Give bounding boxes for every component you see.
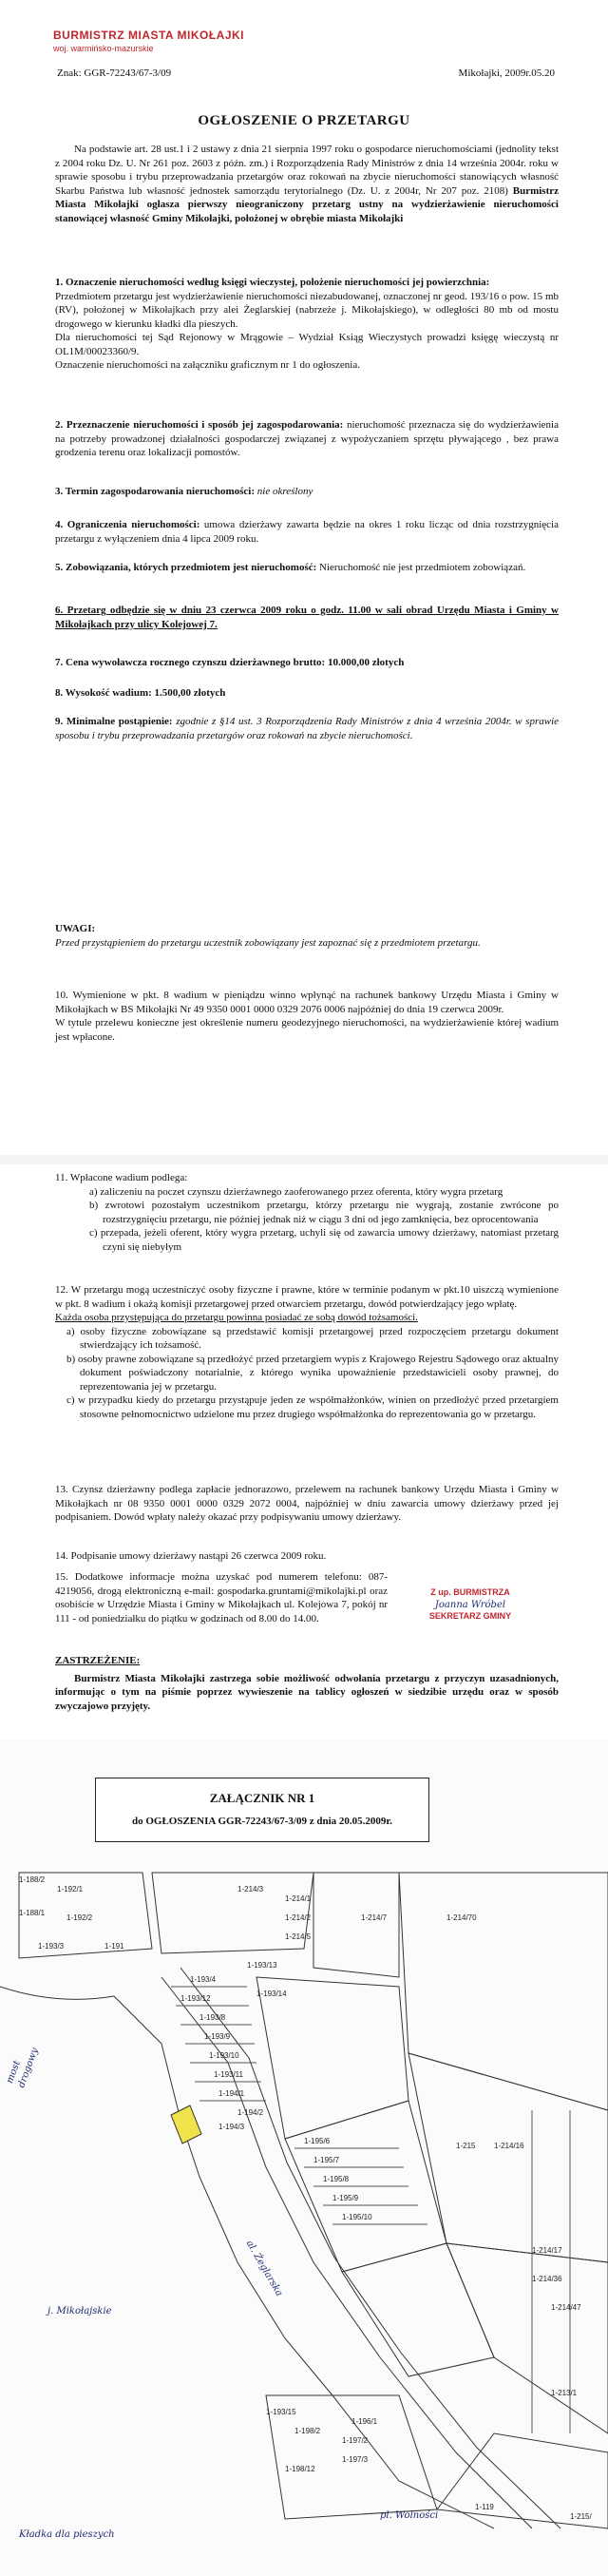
section-8: 8. Wysokość wadium: 1.500,00 złotych (55, 687, 226, 699)
section-7: 7. Cena wywoławcza rocznego czynszu dzierżawnego brutto: 10.000,00 złotych (55, 657, 405, 668)
parcel-block-c (314, 1873, 399, 1977)
section-4 (55, 518, 559, 546)
parcel-label: 1-193/3 (38, 1942, 65, 1951)
section-2 (55, 418, 559, 460)
section-1-line-2: Dla nieruchomości tej Sąd Rejonowy w Mrągowie – Wydział Ksiąg Wieczystych prowadzi księgę wieczystą nr OL1M/00023360/9. (55, 332, 559, 357)
parcel-label: 1-195/8 (323, 2175, 350, 2183)
parcel-label: 1-214/3 (238, 1885, 264, 1894)
section-1-title: 1. Oznaczenie nieruchomości według księgi wieczystej, położenie nieruchomości jej powierzchnia: (55, 277, 490, 288)
parcel-label: 1-119 (475, 2503, 494, 2511)
paragraph-10-text: 10. Wymienione w pkt. 8 wadium w pieniądzu winno wpłynąć na rachunek bankowy Urzędu Miasta i Gminy w Mikołajkach w BS Mikołajki Nr 49 9350 0001 0000 0329 2076 0006 najpóźniej do dnia 19 czerwca 2009r. (55, 990, 559, 1015)
parcel-map (0, 1863, 608, 2547)
paragraph-12-a: a) osoby fizyczne zobowiązane są przedstawić komisji przetargowej przed rozpoczęciem przetargu dokument stwierdzający ich tożsamość. (66, 1325, 559, 1352)
handwritten-street: al. Żeglarska (243, 2239, 285, 2298)
paragraph-11-b: b) zwrotowi pozostałym uczestnikom przetargu, którzy przetargu nie wygrają, zostanie zwrócone po rozstrzygnięciu przetargu, nie później jednak niż w ciągu 3 dni od jego zamknięcia, bez oprocentowania (89, 1200, 559, 1225)
subparcel-lines (171, 1987, 266, 2101)
section-9 (55, 715, 559, 742)
parcel-label: 1-214/16 (494, 2142, 524, 2150)
paragraph-11-a: a) zaliczeniu na poczet czynszu dzierżawnego zaoferowanego przez oferenta, który wygra przetarg (89, 1185, 504, 1198)
parcel-label: 1-191 (104, 1942, 124, 1951)
parcel-label: 1-194/3 (218, 2123, 245, 2131)
section-2-text: nieruchomość przeznacza się do wydzierżawienia na potrzeby prowadzonej działalności gospodarczej związanej z wypożyczaniem sprzętu pływającego , bez prawa grodzenia terenu oraz lokalizacji pomostów. (55, 419, 559, 459)
parcel-label: 1-193/15 (266, 2408, 296, 2416)
section-1-line-1: Przedmiotem przetargu jest wydzierżawienie nieruchomości niezabudowanej, oznaczonej nr geod. 193/16 o pow. 15 mb (RV), położonej w Mikołajkach przy alei Żeglarskiej (nabrzeże j. Mikołajskiego), w odległości 80 mb od mostu drogowego w kierunku kładki dla pieszych. (55, 290, 559, 330)
signature-name: Joanna Wróbel (434, 1599, 506, 1610)
highlighted-parcel (171, 2105, 201, 2143)
road-edge-1 (162, 1977, 532, 2528)
paragraph-12-b: b) osoby prawne zobowiązane są przedłożyć przed przetargiem wypis z Krajowego Rejestru Sądowego oraz aktualny dokument poświadczony notarialnie, z którego wynika upoważnienie przedstawicieli osoby prawnej, do reprezentowania jej w przetargu. (66, 1353, 559, 1393)
parcel-label: 1-195/7 (314, 2156, 340, 2164)
paragraph-12-text: 12. W przetargu mogą uczestniczyć osoby fizyczne i prawne, które w terminie podanym w pkt.10 uiszczą wymienione w pkt. 8 wadium i okażą komisji przetargowej przed otwarciem przetargu, dowód potwierdzający jego wpłatę. (55, 1284, 559, 1310)
parcel-label: 1-192/2 (66, 1913, 93, 1922)
uwagi-block (55, 922, 559, 950)
parcel-label: 1-195/9 (332, 2194, 359, 2202)
section-1 (55, 276, 559, 373)
stamp-line-2: woj. warmińsko-mazurskie (53, 43, 154, 53)
section-4-title: 4. Ograniczenia nieruchomości: (55, 519, 200, 530)
parcel-label: 1-194/2 (238, 2108, 264, 2117)
parcel-block-d (399, 1873, 608, 2110)
paragraph-11 (55, 1171, 559, 1254)
parcel-block-g (408, 2053, 608, 2262)
parcel-label: 1-198/12 (285, 2465, 315, 2473)
paragraph-10 (55, 989, 559, 1044)
section-3-title: 3. Termin zagospodarowania nieruchomości: (55, 486, 256, 497)
parcel-label: 1-188/2 (19, 1875, 46, 1884)
parcel-label: 1-214/1 (285, 1894, 312, 1903)
zastrzezenie-text: Burmistrz Miasta Mikołajki zastrzega sobie możliwość odwołania przetargu z przyczyn uzasadnionych, informując o tym na piśmie poprzez wywieszenie na tablicy ogłoszeń w siedzibie urzędu oraz w sposób zwyczajowo przyjęty. (55, 1672, 559, 1712)
parcel-label: 1-215 (456, 2142, 476, 2150)
section-2-title: 2. Przeznaczenie nieruchomości i sposób jej zagospodarowania: (55, 419, 344, 431)
document-reference: Znak: GGR-72243/67-3/09 (57, 67, 172, 79)
parcel-label: 1-195/6 (304, 2137, 331, 2145)
paragraph-12-underlined: Każda osoba przystępująca do przetargu powinna posiadać ze sobą dowód tożsamości. (55, 1312, 418, 1324)
parcel-label: 1-193/9 (204, 2032, 231, 2041)
intro-text: Na podstawie art. 28 ust.1 i 2 ustawy z dnia 21 sierpnia 1997 roku o gospodarce nieruchomościami (jednolity tekst z 2004 roku Dz. U. Nr 261 poz. 2603 z późn. zm.) i Rozporządzenia Rady Ministrów z dnia 14 września 2004r. roku w sprawie sposobu i trybu przeprowadzania przetargów oraz rokowań na zbycie nieruchomości stanowiących własność Skarbu Państwa lub własność jednostek samorządu terytorialnego (Dz. U. z 2004r, Nr 207 poz. 2108) (55, 144, 559, 197)
signature-stamp-line-3: SEKRETARZ GMINY (428, 1611, 512, 1622)
parcel-label: 1-197/2 (342, 2436, 369, 2445)
annex-subtitle: do OGŁOSZENIA GGR-72243/67-3/09 z dnia 20.05.2009r. (131, 1816, 393, 1827)
zastrzezenie-block (55, 1654, 559, 1713)
signature-stamp-line-1: Z up. BURMISTRZA (430, 1587, 510, 1597)
parcel-label: 1-213/1 (551, 2389, 578, 2397)
paragraph-14: 14. Podpisanie umowy dzierżawy nastąpi 26 czerwca 2009 roku. (55, 1550, 327, 1562)
intro-bold-text: Burmistrz Miasta Mikołajki ogłasza pierwszy nieograniczony przetarg ustny na wydzierżawienie nieruchomości stanowiącej własność Gminy Mikołajki, położonej w obrębie miasta Mikołajki (55, 184, 559, 224)
parcel-label: 1-214/5 (285, 1932, 312, 1941)
parcel-label: 1-195/10 (342, 2213, 372, 2221)
section-6: 6. Przetarg odbędzie się w dniu 23 czerwca 2009 roku o godz. 11.00 w sali obrad Urzędu Miasta i Gminy w Mikołajkach przy ulicy Kolejowej 7. (55, 605, 559, 630)
handwritten-lake: j. Mikołajskie (48, 2306, 112, 2316)
parcel-label: 1-193/11 (214, 2070, 243, 2079)
annex-title: ZAŁĄCZNIK NR 1 (209, 1791, 315, 1805)
parcel-label: 1-193/12 (180, 1994, 211, 2003)
parcel-label: 1-214/70 (446, 1913, 477, 1922)
paragraph-12 (55, 1283, 559, 1421)
paragraph-11-c: c) przepada, jeżeli oferent, który wygra przetarg, uchyli się od zawarcia umowy dzierżawy, natomiast przetarg czyni się niebyłym (89, 1227, 559, 1253)
section-3-text: nie określony (256, 486, 314, 497)
stamp-line-1: BURMISTRZ MIASTA MIKOŁAJKI (53, 29, 244, 42)
section-4-text: umowa dzierżawy zawarta będzie na okres 1 roku licząc od dnia rozstrzygnięcia przetargu z wyłączeniem dnia 4 lipca 2009 roku. (55, 519, 559, 545)
parcel-label: 1-198/2 (294, 2427, 321, 2435)
handwritten-square: pl. Wolności (380, 2510, 439, 2521)
section-3 (55, 485, 559, 499)
section-9-text: zgodnie z §14 ust. 3 Rozporządzenia Rady Ministrów z dnia 4 września 2004r. w sprawie sposobu i trybu przeprowadzania przetargów oraz rokowań na zbycie nieruchomości. (55, 716, 560, 741)
section-9-title: 9. Minimalne postąpienie: (55, 716, 173, 727)
section-5 (55, 561, 559, 575)
parcel-block-e (256, 1977, 408, 2139)
paragraph-11-title: 11. Wpłacone wadium podlega: (55, 1172, 188, 1183)
intro-paragraph (55, 143, 559, 225)
parcel-label: 1-193/10 (209, 2051, 239, 2060)
annex-title-box (95, 1778, 429, 1842)
header-stamp (53, 29, 244, 55)
parcel-label: 1-214/47 (551, 2303, 581, 2312)
parcel-label: 1-197/3 (342, 2455, 369, 2464)
parcel-label: 1-214/2 (285, 1913, 312, 1922)
page-separator (0, 1155, 608, 1164)
parcel-label: 1-193/13 (247, 1961, 277, 1970)
parcel-label: 1-193/8 (200, 2013, 226, 2022)
uwagi-title: UWAGI: (55, 923, 96, 934)
uwagi-text: Przed przystąpieniem do przetargu uczestnik zobowiązany jest zapoznać się z przedmiotem przetargu. (55, 936, 481, 949)
place-date: Mikołajki, 2009r.05.20 (458, 67, 555, 79)
paragraph-10-note: W tytule przelewu konieczne jest określenie numeru geodezyjnego nieruchomości, na wydzierżawienie której wadium jest wpłacone. (55, 1017, 559, 1043)
handwritten-bridge: most drogowy (5, 2047, 41, 2089)
shoreline-line (0, 1987, 494, 2528)
parcel-block-h (342, 2243, 494, 2376)
paragraph-12-c: c) w przypadku kiedy do przetargu przystąpuje jeden ze współmałżonków, winien on przedłożyć przed przetargiem stosowne pełnomocnictwo udzielone mu przez drugiego współmałżonka do reprezentowania go w przetargu. (66, 1394, 559, 1420)
section-5-title: 5. Zobowiązania, których przedmiotem jest nieruchomość: (55, 562, 317, 573)
parcel-label: 1-214/17 (532, 2246, 562, 2255)
subparcel-lines-3 (532, 2110, 570, 2433)
zastrzezenie-title: ZASTRZEŻENIE: (55, 1655, 141, 1666)
section-5-text: Nieruchomość nie jest przedmiotem zobowiązań. (319, 562, 526, 573)
parcel-label: 1-215/ (570, 2512, 592, 2521)
parcel-label: 1-188/1 (19, 1909, 46, 1917)
parcel-label: 1-214/36 (532, 2275, 562, 2283)
parcel-label: 1-194/1 (218, 2089, 245, 2098)
parcel-label: 1-196/1 (352, 2417, 378, 2426)
section-1-line-3: Oznaczenie nieruchomości na załączniku graficznym nr 1 do ogłoszenia. (55, 359, 360, 372)
page-title: OGŁOSZENIE O PRZETARGU (198, 113, 410, 128)
paragraph-13: 13. Czynsz dzierżawny podlega zapłacie jednorazowo, przelewem na rachunek bankowy Urzędu Miasta i Gminy w Mikołajkach nr 08 9350 0001 0000 0329 2072 0004, najpóźniej w dniu zawarcia umowy dzierżawy przed jej podpisaniem. Dowód wpłaty należy okazać przy podpisywaniu umowy dzierżawy. (55, 1484, 559, 1524)
parcel-label: 1-193/4 (190, 1975, 217, 1984)
parcel-label: 1-214/7 (361, 1913, 388, 1922)
parcel-block-i (446, 2243, 608, 2433)
handwritten-footbridge: Kładka dla pieszych (19, 2529, 115, 2540)
paragraph-15: 15. Dodatkowe informacje można uzyskać pod numerem telefonu: 087-4219056, drogą elektroniczną e-mail: gospodarka.gruntami@mikolajki.pl oraz osobiście w Urzędzie Miasta i Gminy w Mikołajkach ul. Kolejowa 7, pokój nr 111 - od poniedziałku do piątku w godzinach od 8.00 do 14.00. (55, 1571, 388, 1624)
parcel-label: 1-193/14 (256, 1990, 287, 1998)
parcel-label: 1-192/1 (57, 1885, 84, 1894)
signature-stamp (399, 1587, 542, 1644)
